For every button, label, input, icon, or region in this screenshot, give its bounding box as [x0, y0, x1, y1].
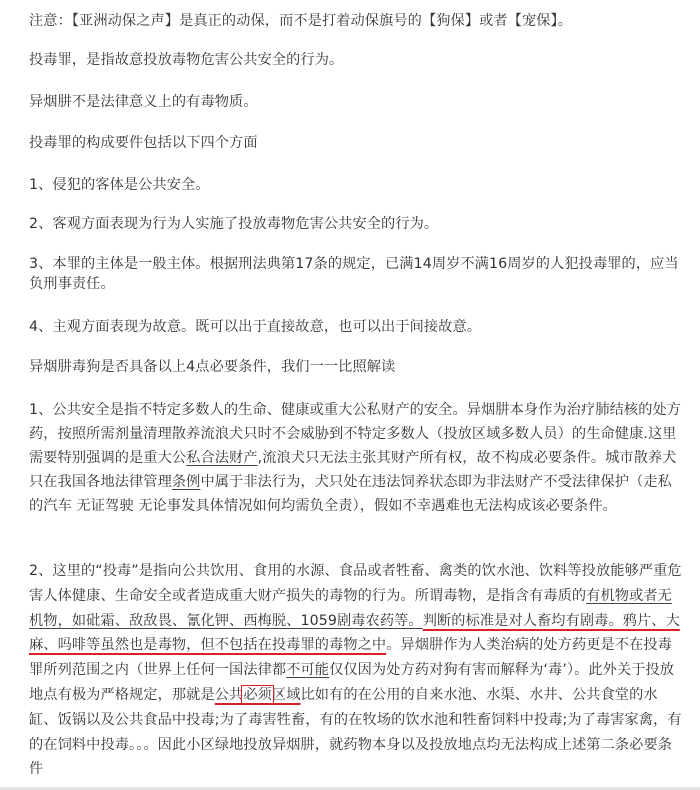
analysis-1-text: ,流浪犬只无法主张其财产所有权，故不构成必要条件。城市散养犬只在我国各地法律管理	[29, 450, 677, 490]
red-underlined-area: 区域	[271, 686, 301, 703]
element-3-paragraph: 3、本罪的主体是一般主体。根据刑法典第17条的规定，已满14周岁不满16周岁的人犯投毒罪的，应当负刑事责任。	[29, 256, 679, 292]
definition-paragraph: 投毒罪，是指故意投放毒物危害公共安全的行为。	[29, 52, 344, 68]
underlined-poison-examples: 有机物或者无机物，如砒霜、敌敌畏、氰化钾、西梅脱、1059剧毒农药等。	[29, 587, 672, 629]
comparison-intro-paragraph: 异烟肼毒狗是否具备以上4点必要条件，我们一一比照解读	[29, 359, 396, 375]
element-4-paragraph: 4、主观方面表现为故意。既可以出于直接故意，也可以出于间接故意。	[29, 319, 482, 335]
element-2-paragraph: 2、客观方面表现为行为人实施了投放毒物危害公共安全的行为。	[29, 216, 439, 232]
analysis-1-text: 中属于非法行为，犬只处在违法饲养状态即为非法财产不受法律保护（走私的汽车 无证驾驶 无论事发具体情况如何均需负全责），假如不幸遇难也无法构成该必要条件。	[29, 474, 672, 514]
analysis-1-text: 1、公共安全是指不特定多数人的生命、健康或重大公私财产的安全。异烟肼本身作为治疗肺结核的处方药，按照所需剂量清理散养流浪犬只时不会威胁到不特定多数人（投放区域多数人员）的生命健康.这里需要特别强调的是重大公	[29, 402, 682, 466]
red-underlined-judgment-standard: 判断的标准是对人畜均有剧毒。鸦片、大麻、吗啡等虽然也是毒物，但不包括在投毒罪的毒物之中	[29, 612, 680, 654]
isoniazid-statement-paragraph: 异烟肼不是法律意义上的有毒物质。	[29, 94, 258, 110]
red-underlined-public: 公共	[214, 686, 244, 703]
analysis-2-text: 仅仅因为处方药对狗有害而解释为‘毒’）。此外关于投放地点有极为严格规定，那就是	[29, 662, 675, 703]
element-1-paragraph: 1、侵犯的客体是公共安全。	[29, 177, 210, 193]
underlined-impossible: 不可能	[286, 662, 330, 679]
analysis-2-text: 2、这里的“投毒”是指向公共饮用、食用的水源、食品或者牲畜、禽类的饮水池、饮料等投放能够严重危害人体健康、生命安全或者造成重大财产损失的毒物的行为。所谓毒物，是指含有毒质的	[29, 563, 682, 604]
analysis-1-paragraph	[29, 398, 684, 518]
analysis-2-text: 。异烟肼作为人类治病的处方药更是不在投毒罪所列范围之内（世界上任何一国法律都	[29, 637, 672, 679]
notice-paragraph: 注意：【亚洲动保之声】是真正的动保，而不是打着动保旗号的【狗保】或者【宠保】。	[29, 13, 573, 29]
analysis-2-text: 比如有的在公用的自来水池、水渠、水井、公共食堂的水缸、饭锅以及公共食品中投毒;为了毒害牲畜，有的在牧场的饮水池和牲畜饲料中投毒;为了毒害家禽，有的在饲料中投毒。。。因此小区绿地投放异烟肼，就药物本身以及投放地点均无法构成上述第二条必要条件	[29, 686, 682, 778]
elements-intro-paragraph: 投毒罪的构成要件包括以下四个方面	[29, 135, 258, 151]
analysis-2-paragraph	[29, 559, 684, 782]
underlined-regulations: 条例	[171, 474, 201, 490]
underlined-legal-property: 私合法财产	[186, 450, 258, 466]
red-boxed-must: 必须	[243, 686, 272, 703]
